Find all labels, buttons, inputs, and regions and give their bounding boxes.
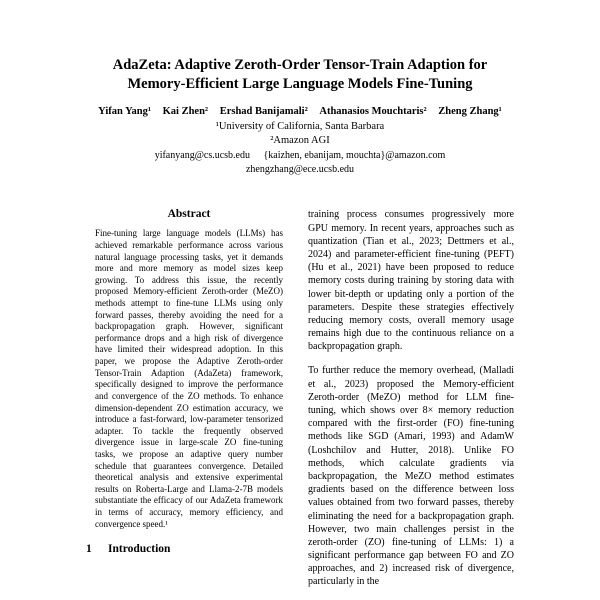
paper-title-line-2: Memory-Efficient Large Language Models Fine-Tuning <box>127 75 473 92</box>
email-address: yifanyang@cs.ucsb.edu <box>154 150 250 162</box>
section-heading-introduction <box>86 543 292 555</box>
paper-title <box>86 56 514 93</box>
affiliation-line: ²Amazon AGI <box>270 134 330 146</box>
author-name: Zheng Zhang¹ <box>438 106 502 118</box>
email-address: {kaizhen, ebanijam, mouchta}@amazon.com <box>263 150 446 162</box>
section-title: Introduction <box>108 543 171 556</box>
email-line <box>86 163 514 177</box>
paper-title-line-1: AdaZeta: Adaptive Zeroth-Order Tensor-Train Adaption for <box>112 57 488 73</box>
intro-paragraph-1: training process consumes progressively more GPU memory. In recent years, approaches such as quantization (Tian et al., 2023; Dettmers et al., 2024) and parameter-efficient fine-tuning (PEFT) (Hu et al., 2021) have been proposed to reduce memory costs during training by storing data with lower bit-depth or updating only a portion of the parameters. Despite these strategies effectively reducing memory costs, overall memory usage remains high due to the continuous reliance on a backpropagation graph. <box>308 209 514 353</box>
intro-paragraph-2: To further reduce the memory overhead, (Malladi et al., 2023) proposed the Memory-efficient Zeroth-order (MeZO) method for LLM fine-tuning, which shows over 8× memory reduction compared with the first-order (FO) fine-tuning methods like SGD (Amari, 1993) and AdamW (Loshchilov and Hutter, 2018). Unlike FO methods, which calculate gradients via backpropagation, the MeZO method estimates gradients based on the difference between loss values obtained from two forward passes, thereby eliminating the need for a backpropagation graph. However, two main challenges persist in the zeroth-order (ZO) fine-tuning of LLMs: 1) a significant performance gap between FO and ZO approaches, and 2) increased risk of divergence, particularly in the <box>308 365 514 588</box>
abstract-heading: Abstract <box>167 208 211 221</box>
column-left <box>86 208 292 599</box>
two-column-body <box>86 208 514 599</box>
author-name: Kai Zhen² <box>162 106 209 118</box>
email-line <box>86 149 514 163</box>
author-name: Athanasios Mouchtaris² <box>319 106 427 118</box>
emails-block <box>86 149 514 176</box>
authors-line <box>86 106 514 117</box>
email-address: zhengzhang@ece.ucsb.edu <box>245 163 355 175</box>
author-name: Yifan Yang¹ <box>98 106 151 118</box>
abstract-text: Fine-tuning large language models (LLMs) has achieved remarkable performance across various natural language processing tasks, yet it demands more and more memory as model sizes keep growing. To address this issue, the recently proposed Memory-efficient Zeroth-order (MeZO) methods attempt to fine-tune LLMs using only forward passes, thereby avoiding the need for a backpropagation graph. However, significant performance drops and a high risk of divergence have limited their widespread adoption. In this paper, we propose the Adaptive Zeroth-order Tensor-Train Adaption (AdaZeta) framework, specifically designed to improve the performance and convergence of the ZO methods. To enhance dimension-dependent ZO estimation accuracy, we introduce a fast-forward, low-parameter tensorized adapter. To tackle the frequently observed divergence issue in large-scale ZO fine-tuning tasks, we propose an adaptive query number schedule that guarantees convergence. Detailed theoretical analysis and extensive experimental results on Roberta-Large and Llama-2-7B models substantiate the efficacy of our AdaZeta framework in terms of accuracy, memory efficiency, and convergence speed.¹ <box>95 228 283 529</box>
column-right <box>308 208 514 599</box>
author-name: Ershad Banijamali² <box>219 106 308 118</box>
affiliation-line: ¹University of California, Santa Barbara <box>215 121 385 133</box>
section-number: 1 <box>86 543 92 556</box>
